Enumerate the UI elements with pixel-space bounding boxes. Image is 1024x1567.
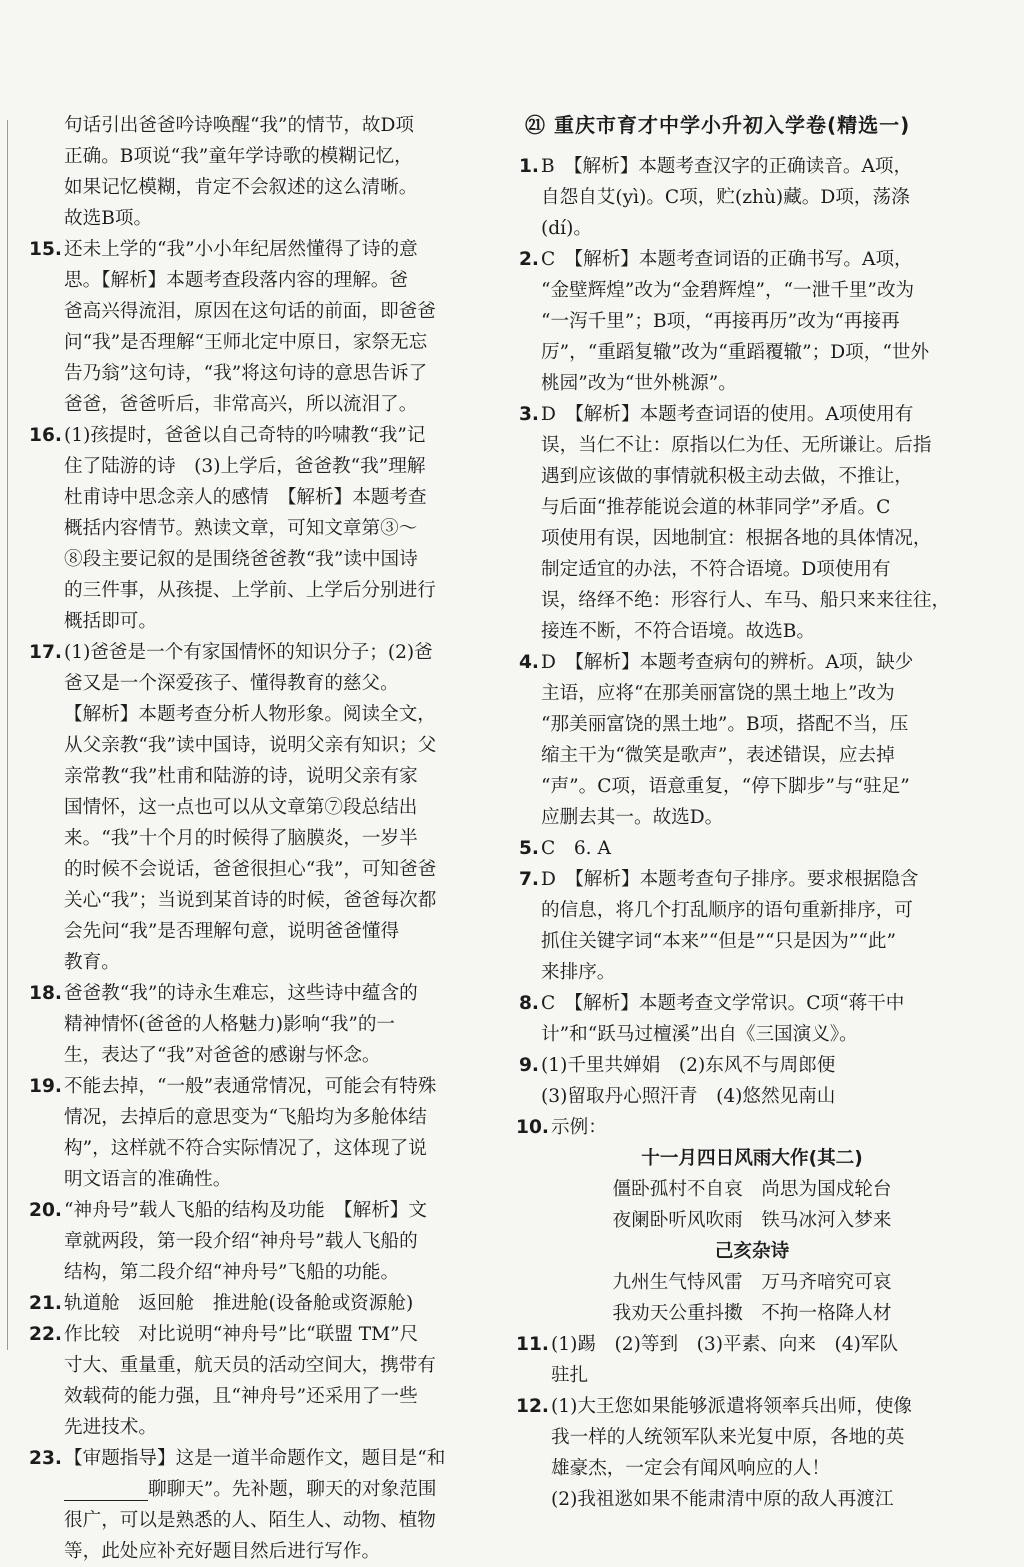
answer-line: 杜甫诗中思念亲人的感情 【解析】本题考查 [64,487,427,508]
answer-line: 接连不断，不符合语境。故选B。 [541,621,815,642]
answer-item [507,1391,967,1515]
answer-line: 与后面“推荐能说会道的林菲同学”矛盾。C [541,497,891,518]
answer-number: 17. [29,642,62,663]
answer-line: 抓住关键字词“本来”“但是”“只是因为”“此” [541,931,896,952]
answer-item [507,988,967,1050]
answer-item [507,1050,967,1112]
poem-line: 九州生气恃风雷 万马齐喑究可哀 [612,1272,892,1293]
answer-number: 19. [29,1076,62,1097]
answer-number: 10. [516,1117,549,1138]
answer-line: 项使用有误，因地制宜：根据各地的具体情况， [541,528,932,549]
answer-line: 主语，应将“在那美丽富饶的黑土地上”改为 [541,683,895,704]
poem-title: 己亥杂诗 [714,1241,790,1262]
answer-line: 问“我”是否理解“王师北定中原日，家祭无忘 [64,332,428,353]
answer-line: 应删去其一。故选D。 [541,807,724,828]
answer-line: 精神情怀(爸爸的人格魅力)影响“我”的一 [64,1014,396,1035]
answer-line: 制定适宜的办法，不符合语境。D项使用有 [541,559,891,580]
margin-rule [7,120,8,1350]
answer-line: 还未上学的“我”小小年纪居然懂得了诗的意 [64,239,418,260]
answer-line: 我一样的人统领军队来光复中原，各地的英 [551,1427,905,1448]
answer-line: ⑧段主要记叙的是围绕爸爸教“我”读中国诗 [64,549,418,570]
answer-line: 住了陆游的诗 (3)上学后，爸爸教“我”理解 [64,456,426,477]
answer-line: 构”，这样就不符合实际情况了，这体现了说 [64,1138,427,1159]
answer-line: 来。“我”十个月的时候得了脑膜炎，一岁半 [64,828,418,849]
left-column [20,110,490,1567]
answer-line: 厉”，“重蹈复辙”改为“重蹈覆辙”；D项，“世外 [541,342,930,363]
answer-item [20,1443,490,1567]
answer-item [507,151,967,244]
answer-line: “金壁辉煌”改为“金碧辉煌”，“一泄千里”改为 [541,280,915,301]
answer-line: 桃园”改为“世外桃源”。 [541,373,737,394]
answer-item [20,234,490,420]
answer-line: 的三件事，从孩提、上学前、上学后分别进行 [64,580,436,601]
answer-line: 计”和“跃马过檀溪”出自《三国演义》。 [541,1024,858,1045]
answer-item [507,647,967,833]
answer-line: 亲常教“我”杜甫和陆游的诗，说明父亲有家 [64,766,418,787]
answer-number: 1. [518,156,539,177]
answer-line: 结构，第二段介绍“神舟号”飞船的功能。 [64,1262,400,1283]
answer-line: 告乃翁”这句诗，“我”将这句诗的意思告诉了 [64,363,428,384]
answer-line: (2)我祖逖如果不能肃清中原的敌人再渡江 [551,1489,894,1510]
answer-line: 爸爸，爸爸听后，非常高兴，所以流泪了。 [64,394,418,415]
answer-line: 寸大、重量重，航天员的活动空间大，携带有 [64,1355,436,1376]
answer-line: 遇到应该做的事情就积极主动去做，不推让， [541,466,913,487]
answer-number: 9. [518,1055,539,1076]
poem-line: 僵卧孤村不自哀 尚思为国戍轮台 [612,1179,892,1200]
section-title: ㉑ 重庆市育才中学小升初入学卷(精选一) [525,113,911,137]
answer-line: B 【解析】本题考查汉字的正确读音。A项， [541,156,913,177]
answer-line: (1)大王您如果能够派遣将领率兵出师，使像 [551,1396,913,1417]
answer-line: 生，表达了“我”对爸爸的感谢与怀念。 [64,1045,381,1066]
answer-line: “声”。C项，语意重复，“停下脚步”与“驻足” [541,776,910,797]
answer-line: 雄豪杰，一定会有闻风响应的人！ [551,1458,830,1479]
answer-line: 会先问“我”是否理解句意，说明爸爸懂得 [64,921,400,942]
answer-line: 章就两段，第一段介绍“神舟号”载人飞船的 [64,1231,418,1252]
answer-line: 概括即可。 [64,611,157,632]
answer-line: 作比较 对比说明“神舟号”比“联盟 TM”尺 [64,1324,419,1345]
answer-line: 情况，去掉后的意思变为“飞船均为多舱体结 [64,1107,427,1128]
answer-line: D 【解析】本题考查病句的辨析。A项，缺少 [541,652,914,673]
answer-number: 4. [518,652,539,673]
poem-line: 夜阑卧听风吹雨 铁马冰河入梦来 [612,1210,892,1231]
answer-line: 先进技术。 [64,1417,157,1438]
answer-line: D 【解析】本题考查词语的使用。A项使用有 [541,404,914,425]
answer-number: 22. [29,1324,62,1345]
answer-line: 爸又是一个深爱孩子、懂得教育的慈父。 [64,673,399,694]
answer-line: (1)踢 (2)等到 (3)平素、向来 (4)军队 [551,1334,899,1355]
answer-line: “那美丽富饶的黑土地”。B项，搭配不当，压 [541,714,909,735]
answer-line: (1)爸爸是一个有家国情怀的知识分子；(2)爸 [64,642,433,663]
answer-number: 11. [516,1334,549,1355]
answer-line: (1)孩提时，爸爸以自己奇特的吟啸教“我”记 [64,425,426,446]
answer-line: 从父亲教“我”读中国诗，说明父亲有知识；父 [64,735,437,756]
answer-line: (dí)。 [541,218,592,239]
answer-item [20,1195,490,1288]
answer-number: 21. [29,1293,62,1314]
fill-blank [64,1480,148,1501]
answer-line: 的信息，将几个打乱顺序的语句重新排序，可 [541,900,913,921]
answer-line: 等，此处应补充好题目然后进行写作。 [64,1541,381,1562]
answer-line: 如果记忆模糊，肯定不会叙述的这么清晰。 [64,177,418,198]
answer-number: 3. [518,404,539,425]
answer-number: 7. [518,869,539,890]
answer-line: 明文语言的准确性。 [64,1169,232,1190]
answer-item [20,1288,490,1319]
answer-line: 轨道舱 返回舱 推进舱(设备舱或资源舱) [64,1293,414,1314]
answer-line: 正确。B项说“我”童年学诗歌的模糊记忆， [64,146,413,167]
right-column [507,110,967,1515]
answer-number: 20. [29,1200,62,1221]
answer-item [507,1112,967,1143]
answer-line: C 【解析】本题考查文学常识。C项“蒋干中 [541,993,905,1014]
answer-line: C 【解析】本题考查词语的正确书写。A项， [541,249,913,270]
answer-item [20,978,490,1071]
answer-number: 15. [29,239,62,260]
answer-line: 【审题指导】这是一道半命题作文，题目是“和 [64,1448,446,1469]
answer-line: “一泻千里”；B项，“再接再历”改为“再接再 [541,311,900,332]
answer-line: 句话引出爸爸吟诗唤醒“我”的情节，故D项 [64,115,415,136]
answer-number: 18. [29,983,62,1004]
answer-line: C 6. A [541,838,611,859]
answer-item [507,399,967,647]
poem-title: 十一月四日风雨大作(其二) [641,1148,863,1169]
answer-line: 效载荷的能力强，且“神舟号”还采用了一些 [64,1386,418,1407]
answer-line: 不能去掉，“一般”表通常情况，可能会有特殊 [64,1076,437,1097]
answer-line: 概括内容情节。熟读文章，可知文章第③～ [64,518,418,539]
answer-item [20,1071,490,1195]
answer-number: 5. [518,838,539,859]
answer-item [507,833,967,864]
answer-line: 示例： [551,1117,607,1138]
answer-line: 爸爸教“我”的诗永生难忘，这些诗中蕴含的 [64,983,418,1004]
answer-line: 自怨自艾(yì)。C项，贮(zhù)藏。D项，荡涤 [541,187,910,208]
answer-line: 误，络绎不绝：形容行人、车马、船只来来往往， [541,590,951,611]
answer-line: 爸高兴得流泪，原因在这句话的前面，即爸爸 [64,301,436,322]
answer-line: 误，当仁不让：原指以仁为任、无所谦让。后指 [541,435,932,456]
answer-item [20,637,490,978]
answer-line: 驻扎 [551,1365,589,1386]
answer-line: 故选B项。 [64,208,153,229]
answer-item [20,420,490,637]
answer-item [507,864,967,988]
answer-line: 关心“我”；当说到某首诗的时候，爸爸每次都 [64,890,437,911]
answer-line: 教育。 [64,952,120,973]
poem-line: 我劝天公重抖擞 不拘一格降人材 [612,1303,892,1324]
answer-line: 的时候不会说话，爸爸很担心“我”，可知爸爸 [64,859,437,880]
answer-continuation [20,110,490,234]
answer-line: 思。【解析】本题考查段落内容的理解。爸 [64,270,408,291]
answer-line: 来排序。 [541,962,616,983]
answer-line: 【解析】本题考查分析人物形象。阅读全文， [64,704,436,725]
answer-number: 8. [518,993,539,1014]
answer-line [64,1474,490,1505]
answer-line: (3)留取丹心照汗青 (4)悠然见南山 [541,1086,836,1107]
answer-line: “神舟号”载人飞船的结构及功能 【解析】文 [64,1200,427,1221]
answer-line: (1)千里共婵娟 (2)东风不与周郎便 [541,1055,836,1076]
answer-item [507,244,967,399]
answer-line: 缩主干为“微笑是歌声”，表述错误，应去掉 [541,745,895,766]
answer-number: 23. [29,1448,62,1469]
answer-line: D 【解析】本题考查句子排序。要求根据隐含 [541,869,919,890]
answer-number: 12. [516,1396,549,1417]
answer-item [507,1329,967,1391]
answer-item [20,1319,490,1443]
answer-line: 很广，可以是熟悉的人、陌生人、动物、植物 [64,1510,436,1531]
answer-line: 国情怀，这一点也可以从文章第⑦段总结出 [64,797,418,818]
answer-number: 2. [518,249,539,270]
answer-number: 16. [29,425,62,446]
answer-text: 聊聊天”。先补题，聊天的对象范围 [148,1479,437,1500]
